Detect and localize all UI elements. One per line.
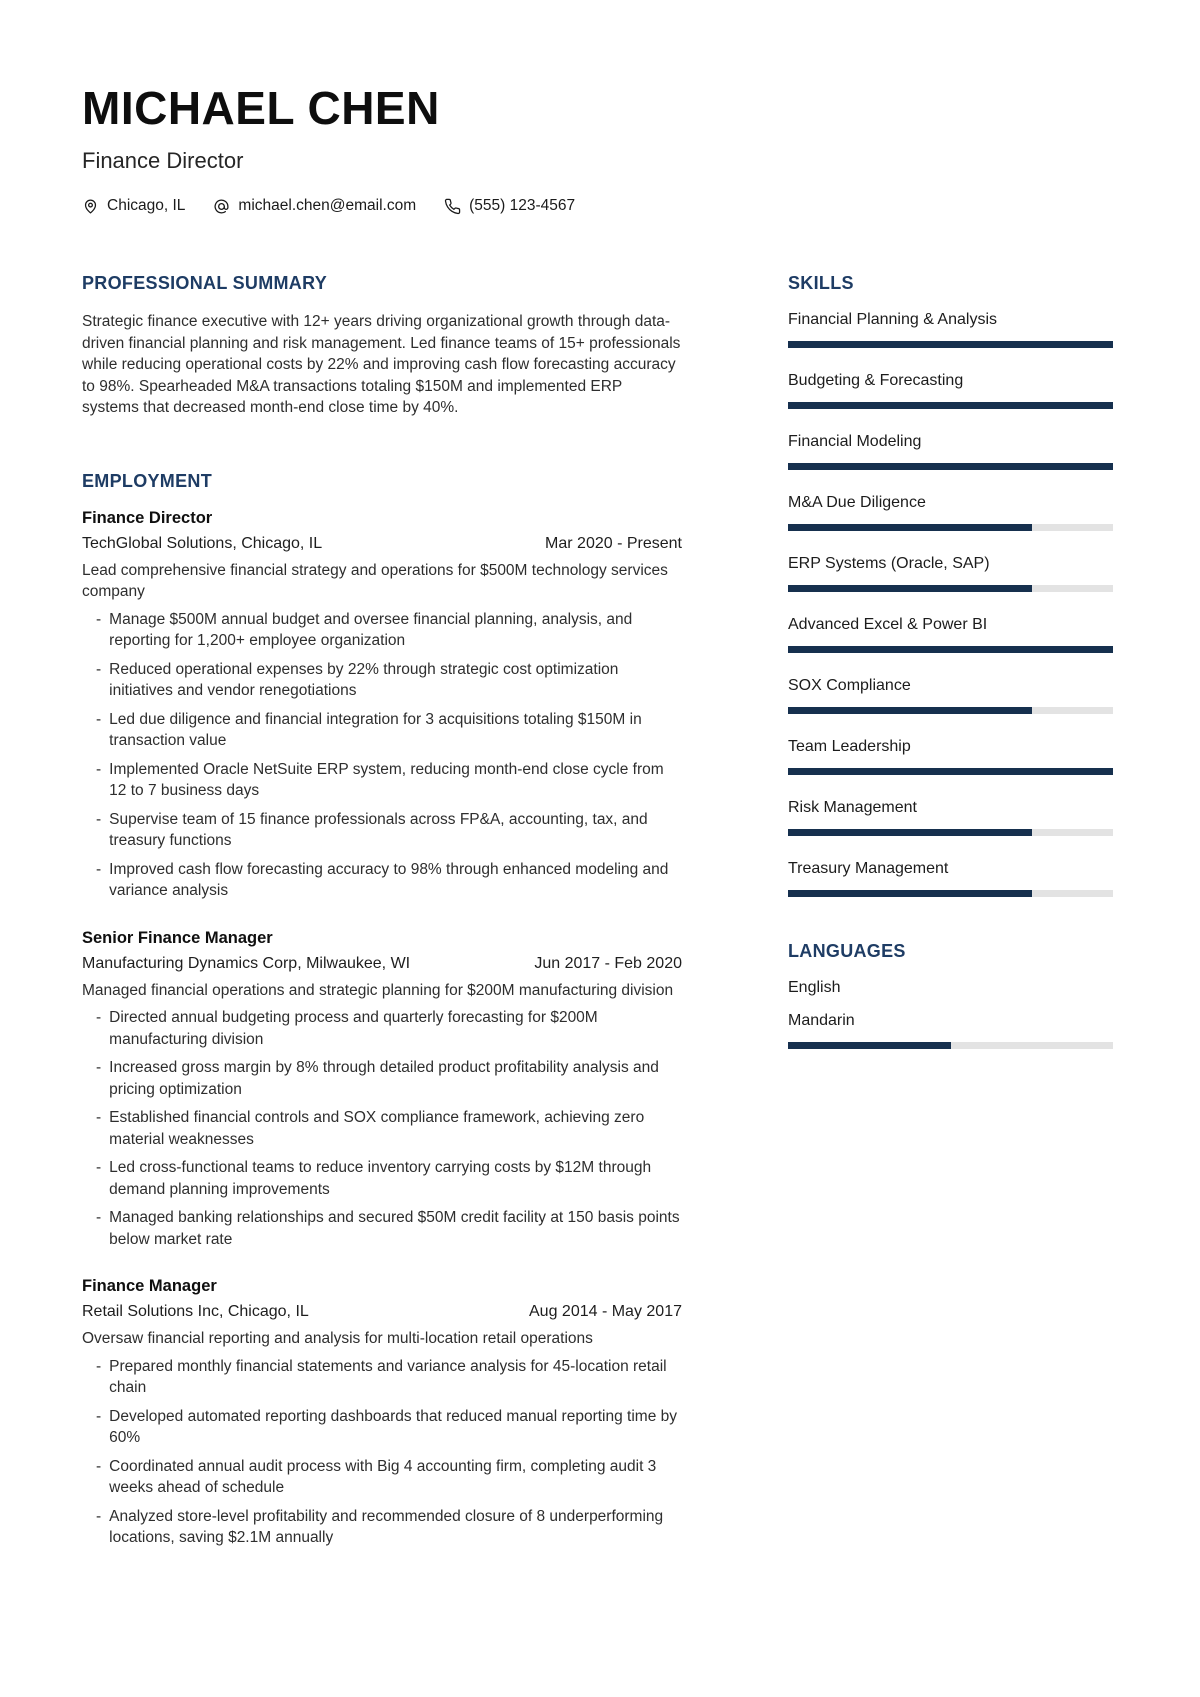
bullet-dash: - xyxy=(96,1407,102,1425)
job-company: Retail Solutions Inc, Chicago, IL xyxy=(82,1303,309,1321)
contact-location xyxy=(82,197,185,215)
bullet-item xyxy=(96,709,682,752)
skill-bar-fill xyxy=(788,341,1113,348)
bullet-text: Established financial controls and SOX compliance framework, achieving zero material weaknesses xyxy=(109,1109,645,1148)
skill-bar-fill xyxy=(788,402,1113,409)
bullet-dash: - xyxy=(96,810,102,828)
job-description: Lead comprehensive financial strategy and operations for $500M technology services company xyxy=(82,561,668,601)
bullet-item xyxy=(96,1057,682,1100)
bullet-text: Led due diligence and financial integration for 3 acquisitions totaling $150M in transaction value xyxy=(109,710,642,750)
bullet-item xyxy=(96,1107,682,1150)
skill-bar-fill xyxy=(788,890,1032,897)
bullet-item xyxy=(96,609,682,652)
skill-bar-track xyxy=(788,463,1113,470)
skill-bar-track xyxy=(788,829,1113,836)
skill-bar-fill xyxy=(788,707,1032,714)
bullet-dash: - xyxy=(96,710,102,728)
employment-section xyxy=(82,471,682,1549)
resume-body xyxy=(0,273,1200,1556)
person-name: MICHAEL CHEN xyxy=(82,82,440,134)
resume-header xyxy=(0,0,1200,215)
job-bullets xyxy=(82,1356,682,1549)
bullet-text: Improved cash flow forecasting accuracy to 98% through enhanced modeling and variance analysis xyxy=(109,860,669,900)
contact-row xyxy=(82,197,1113,215)
skill-item xyxy=(788,799,1113,836)
skill-bar-track xyxy=(788,646,1113,653)
job-meta xyxy=(82,1303,682,1321)
job-title: Finance Director xyxy=(82,508,213,527)
bullet-item xyxy=(96,1406,682,1449)
bullet-text: Managed banking relationships and secured $50M credit facility at 150 basis points below market rate xyxy=(109,1209,680,1248)
skill-bar-track xyxy=(788,707,1113,714)
bullet-dash: - xyxy=(96,1457,102,1475)
skill-item xyxy=(788,738,1113,775)
bullet-text: Reduced operational expenses by 22% through strategic cost optimization initiatives and vendor renegotiations xyxy=(109,660,619,700)
languages-section xyxy=(788,941,1113,1049)
skill-bar-track xyxy=(788,768,1113,775)
bullet-text: Led cross-functional teams to reduce inventory carrying costs by $12M through demand planning improvements xyxy=(109,1159,652,1198)
skills-section xyxy=(788,273,1113,897)
bullet-dash: - xyxy=(96,1159,102,1177)
skill-bar-track xyxy=(788,890,1113,897)
bullet-item xyxy=(96,759,682,802)
skill-bar-track xyxy=(788,402,1113,409)
bullet-dash: - xyxy=(96,610,102,628)
contact-location-text: Chicago, IL xyxy=(107,197,186,215)
skill-bar-fill xyxy=(788,463,1113,470)
bullet-item xyxy=(96,1007,682,1050)
contact-phone-text: (555) 123-4567 xyxy=(469,197,576,215)
job-dates: Aug 2014 - May 2017 xyxy=(529,1303,682,1321)
contact-phone xyxy=(444,197,575,215)
language-label: Mandarin xyxy=(788,1012,855,1030)
bullet-text: Implemented Oracle NetSuite ERP system, reducing month-end close cycle from 12 to 7 business days xyxy=(109,760,664,800)
skill-label: SOX Compliance xyxy=(788,677,911,695)
bullet-text: Increased gross margin by 8% through detailed product profitability analysis and pricing optimization xyxy=(109,1059,659,1098)
main-column xyxy=(82,273,682,1556)
job-entry-1 xyxy=(82,509,682,902)
skill-label: Risk Management xyxy=(788,799,917,817)
job-bullets xyxy=(82,609,682,902)
job-title: Senior Finance Manager xyxy=(82,928,273,947)
job-entry-2 xyxy=(82,929,682,1251)
skill-bar-fill xyxy=(788,524,1032,531)
summary-section xyxy=(82,273,682,419)
skill-bar-track xyxy=(788,524,1113,531)
skill-label: Advanced Excel & Power BI xyxy=(788,616,988,634)
skill-label: Budgeting & Forecasting xyxy=(788,372,964,390)
language-bar-fill xyxy=(788,1042,951,1049)
language-item xyxy=(788,1012,1113,1049)
summary-text: Strategic finance executive with 12+ years driving organizational growth through data-driven financial planning and risk management. Led finance teams of 15+ professionals while reducing operational costs by 22% and improving cash flow forecasting accuracy to 98%. Spearheaded M&A transactions totaling $150M and implemented ERP systems that decreased month-end close time by 40%. xyxy=(82,313,681,417)
language-item xyxy=(788,979,1113,997)
skill-label: Financial Modeling xyxy=(788,433,922,451)
location-pin-icon xyxy=(82,198,99,215)
job-company: TechGlobal Solutions, Chicago, IL xyxy=(82,534,323,552)
bullet-item xyxy=(96,1506,682,1549)
person-job-title: Finance Director xyxy=(82,148,244,174)
skill-item xyxy=(788,677,1113,714)
job-meta xyxy=(82,955,682,973)
skill-bar-fill xyxy=(788,585,1032,592)
bullet-text: Coordinated annual audit process with Big 4 accounting firm, completing audit 3 weeks ahead of schedule xyxy=(109,1457,657,1497)
bullet-item xyxy=(96,1456,682,1499)
employment-heading: EMPLOYMENT xyxy=(82,470,213,491)
skill-item xyxy=(788,433,1113,470)
bullet-item xyxy=(96,809,682,852)
skill-item xyxy=(788,555,1113,592)
skill-item xyxy=(788,494,1113,531)
job-company: Manufacturing Dynamics Corp, Milwaukee, WI xyxy=(82,954,411,972)
bullet-dash: - xyxy=(96,1109,102,1127)
skill-bar-track xyxy=(788,341,1113,348)
bullet-dash: - xyxy=(96,1507,102,1525)
bullet-item xyxy=(96,1157,682,1200)
bullet-dash: - xyxy=(96,660,102,678)
bullet-item xyxy=(96,1207,682,1250)
skill-item xyxy=(788,860,1113,897)
skill-label: Treasury Management xyxy=(788,860,949,878)
bullet-text: Directed annual budgeting process and quarterly forecasting for $200M manufacturing division xyxy=(109,1009,598,1048)
phone-icon xyxy=(444,198,461,215)
bullet-dash: - xyxy=(96,760,102,778)
skill-item xyxy=(788,616,1113,653)
job-entry-3 xyxy=(82,1277,682,1549)
skill-label: Financial Planning & Analysis xyxy=(788,311,998,329)
skill-label: Team Leadership xyxy=(788,738,911,756)
at-sign-icon xyxy=(213,198,230,215)
bullet-dash: - xyxy=(96,1009,102,1027)
languages-list xyxy=(788,979,1113,1049)
job-dates: Mar 2020 - Present xyxy=(545,534,682,552)
job-title: Finance Manager xyxy=(82,1277,217,1296)
skill-item xyxy=(788,372,1113,409)
skill-item xyxy=(788,311,1113,348)
languages-heading: LANGUAGES xyxy=(788,941,906,962)
bullet-dash: - xyxy=(96,1059,102,1077)
job-meta xyxy=(82,535,682,553)
bullet-item xyxy=(96,859,682,902)
language-bar-track xyxy=(788,1042,1113,1049)
job-dates: Jun 2017 - Feb 2020 xyxy=(534,954,682,972)
sidebar-column xyxy=(788,273,1113,1556)
job-description: Managed financial operations and strategic planning for $200M manufacturing division xyxy=(82,981,674,999)
summary-heading: PROFESSIONAL SUMMARY xyxy=(82,273,328,294)
bullet-item xyxy=(96,1356,682,1399)
bullet-dash: - xyxy=(96,1357,102,1375)
skill-bar-fill xyxy=(788,768,1113,775)
bullet-text: Prepared monthly financial statements and variance analysis for 45-location retail chain xyxy=(109,1357,667,1397)
skill-bar-fill xyxy=(788,829,1032,836)
bullet-item xyxy=(96,659,682,702)
bullet-dash: - xyxy=(96,1209,102,1227)
job-description: Oversaw financial reporting and analysis for multi-location retail operations xyxy=(82,1330,593,1348)
contact-email xyxy=(213,197,416,215)
skill-label: ERP Systems (Oracle, SAP) xyxy=(788,555,990,573)
skill-bar-fill xyxy=(788,646,1113,653)
skill-label: M&A Due Diligence xyxy=(788,494,926,512)
skills-heading: SKILLS xyxy=(788,273,854,294)
skills-list xyxy=(788,311,1113,897)
bullet-text: Supervise team of 15 finance professionals across FP&A, accounting, tax, and treasury functions xyxy=(109,810,648,850)
bullet-dash: - xyxy=(96,860,102,878)
job-bullets xyxy=(82,1007,682,1250)
skill-bar-track xyxy=(788,585,1113,592)
language-label: English xyxy=(788,979,841,997)
bullet-text: Manage $500M annual budget and oversee financial planning, analysis, and reporting for 1,200+ employee organization xyxy=(109,610,633,650)
bullet-text: Analyzed store-level profitability and recommended closure of 8 underperforming locations, saving $2.1M annually xyxy=(109,1507,664,1547)
contact-email-text: michael.chen@email.com xyxy=(238,197,417,215)
bullet-text: Developed automated reporting dashboards that reduced manual reporting time by 60% xyxy=(109,1407,677,1447)
